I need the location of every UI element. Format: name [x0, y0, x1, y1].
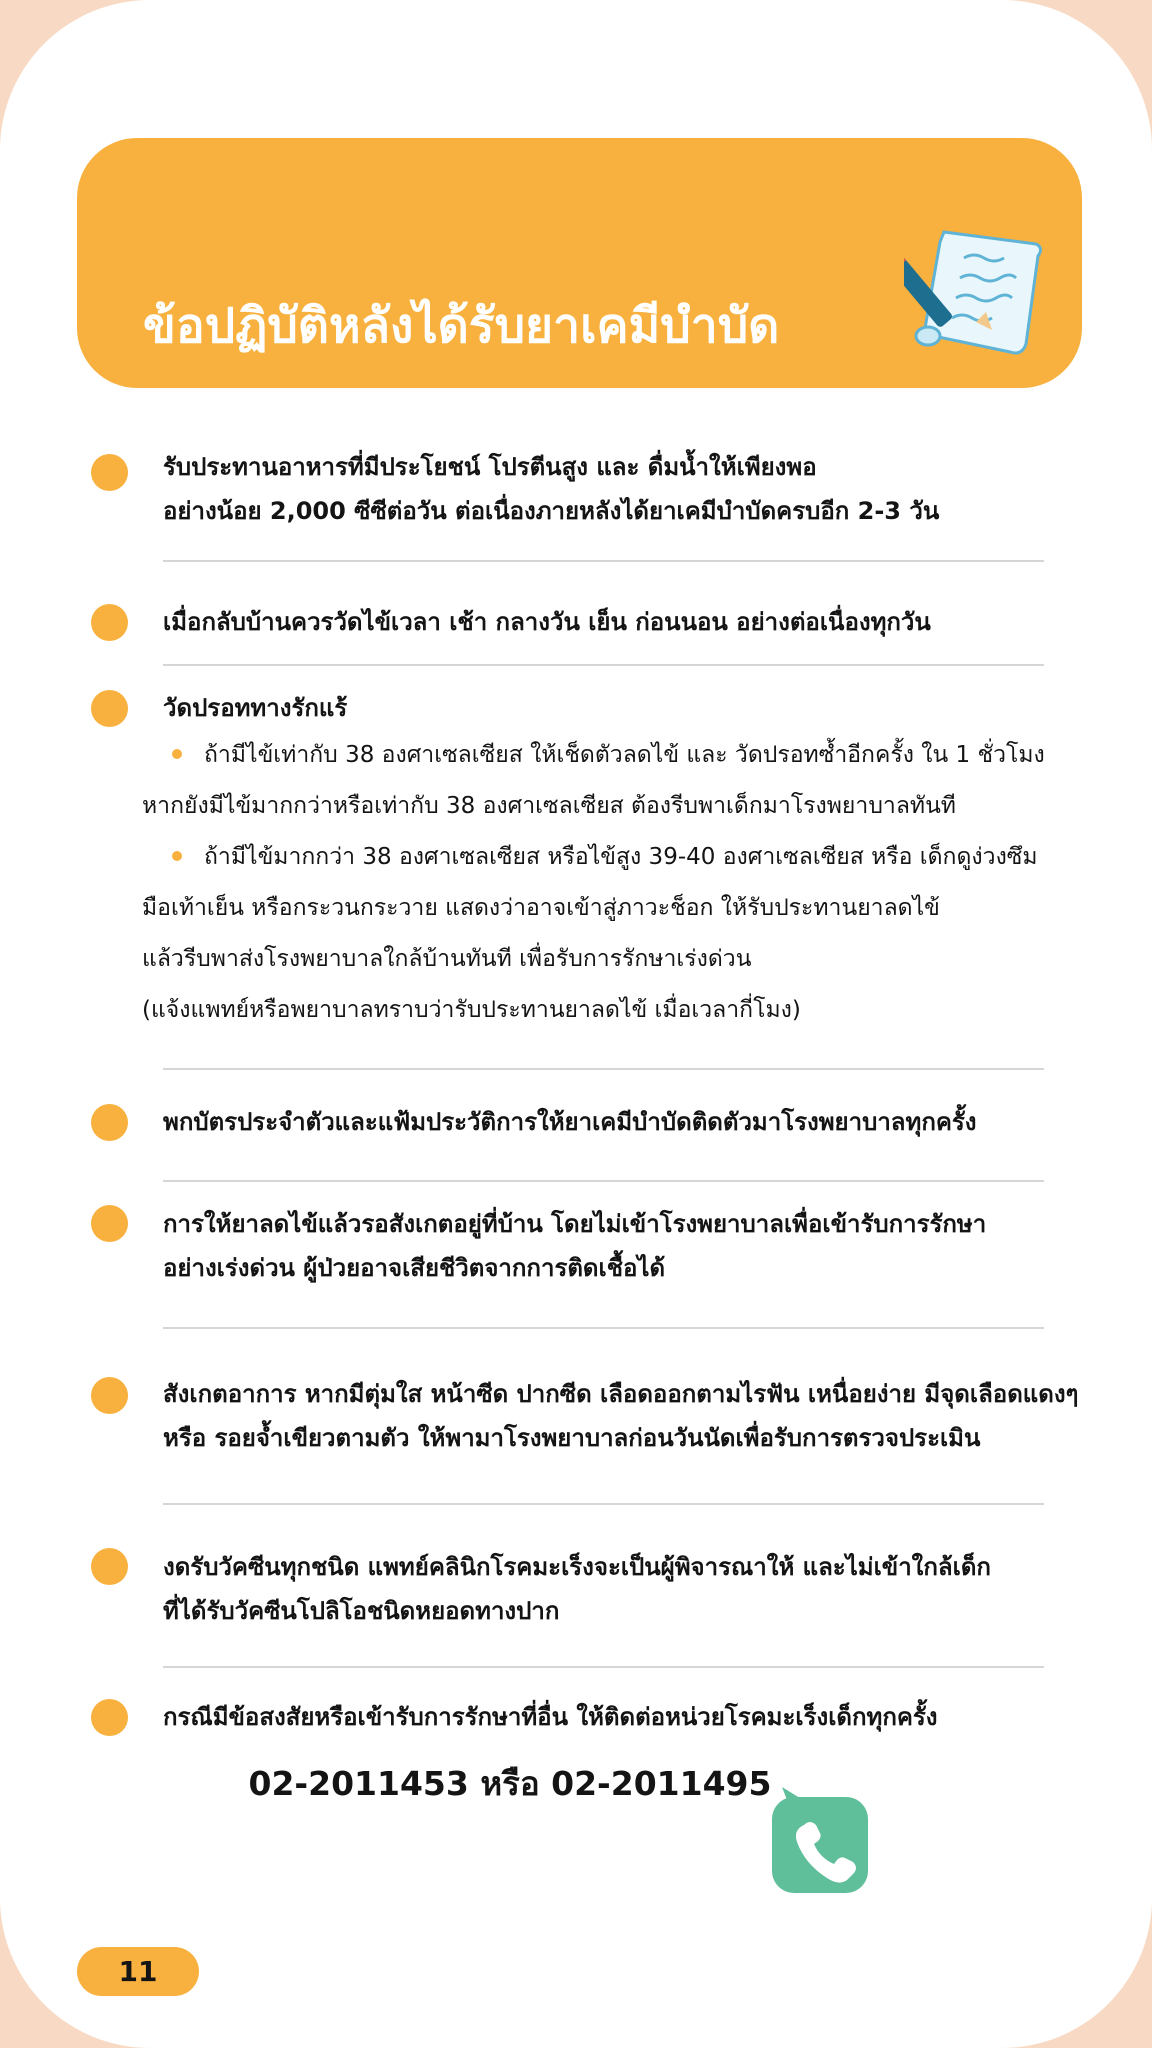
page-number: 11 [77, 1947, 199, 1996]
bullet-icon [91, 1548, 128, 1585]
bullet-icon [91, 604, 128, 641]
bullet-icon [91, 1377, 128, 1414]
sub-item-continuation: หากยังมีไข้มากกว่าหรือเท่ากับ 38 องศาเซลเซียส ต้องรีบพาเด็กมาโรงพยาบาลทันที [142, 793, 956, 819]
list-item-diet: รับประทานอาหารที่มีประโยชน์ โปรตีนสูง และ ดื่มน้ำให้เพียงพอ อย่างน้อย 2,000 ซีซีต่อวัน ต่อเนื่องภายหลังได้ยาเคมีบำบัดครบอีก 2-3 วัน [163, 453, 940, 525]
divider [163, 560, 1044, 562]
divider [163, 664, 1044, 666]
sub-item: ถ้ามีไข้มากกว่า 38 องศาเซลเซียส หรือไข้สูง 39-40 องศาเซลเซียส หรือ เด็กดูง่วงซึม [142, 832, 1072, 883]
divider [163, 1068, 1044, 1070]
fever-instructions [142, 730, 1072, 1036]
bullet-icon [91, 1699, 128, 1736]
list-item-carry-id-card: พกบัตรประจำตัวและแฟ้มประวัติการให้ยาเคมีบำบัดติดตัวมาโรงพยาบาลทุกครั้ง [163, 1108, 977, 1136]
sub-item: ถ้ามีไข้เท่ากับ 38 องศาเซลเซียส ให้เช็ดตัวลดไข้ และ วัดปรอทซ้ำอีกครั้ง ใน 1 ชั่วโมง [142, 730, 1072, 781]
sub-item-continuation: แล้วรีบพาส่งโรงพยาบาลใกล้บ้านทันที เพื่อรับการรักษาเร่งด่วน [142, 946, 752, 972]
sub-item-continuation: (แจ้งแพทย์หรือพยาบาลทราบว่ารับประทานยาลดไข้ เมื่อเวลากี่โมง) [142, 997, 801, 1023]
sub-bullet-icon [172, 749, 182, 759]
list-item-armpit-thermometer: วัดปรอททางรักแร้ [163, 694, 348, 722]
page-title: ข้อปฏิบัติหลังได้รับยาเคมีบำบัด [143, 298, 780, 354]
divider [163, 1327, 1044, 1329]
bullet-icon [91, 690, 128, 727]
list-item-temperature-schedule: เมื่อกลับบ้านควรวัดไข้เวลา เช้า กลางวัน เย็น ก่อนนอน อย่างต่อเนื่องทุกวัน [163, 608, 931, 636]
list-item-contact-unit: กรณีมีข้อสงสัยหรือเข้ารับการรักษาที่อื่น ให้ติดต่อหน่วยโรคมะเร็งเด็กทุกครั้ง [163, 1703, 938, 1731]
bullet-icon [91, 1104, 128, 1141]
list-item-observe-symptoms: สังเกตอาการ หากมีตุ่มใส หน้าซีด ปากซีด เลือดออกตามไรฟัน เหนื่อยง่าย มีจุดเลือดแดงๆ หรือ รอยจ้ำเขียวตามตัว ให้พามาโรงพยาบาลก่อนวันนัดเพื่อรับการตรวจประเมิน [163, 1380, 1079, 1452]
phone-numbers: 02-2011453 หรือ 02-2011495 [248, 1764, 772, 1803]
phone-icon [768, 1783, 873, 1898]
divider [163, 1180, 1044, 1182]
list-item-fever-warning: การให้ยาลดไข้แล้วรอสังเกตอยู่ที่บ้าน โดยไม่เข้าโรงพยาบาลเพื่อเข้ารับการรักษา อย่างเร่งด่วน ผู้ป่วยอาจเสียชีวิตจากการติดเชื้อได้ [163, 1210, 987, 1282]
bullet-icon [91, 454, 128, 491]
divider [163, 1503, 1044, 1505]
divider [163, 1666, 1044, 1668]
bullet-icon [91, 1205, 128, 1242]
sub-item-continuation: มือเท้าเย็น หรือกระวนกระวาย แสดงว่าอาจเข้าสู่ภาวะช็อก ให้รับประทานยาลดไข้ [142, 895, 940, 921]
header-banner [77, 138, 1082, 388]
scroll-pencil-icon [904, 214, 1054, 364]
sub-bullet-icon [172, 851, 182, 861]
list-item-vaccines: งดรับวัคซีนทุกชนิด แพทย์คลินิกโรคมะเร็งจะเป็นผู้พิจารณาให้ และไม่เข้าใกล้เด็ก ที่ได้รับวัคซีนโปลิโอชนิดหยอดทางปาก [163, 1553, 991, 1625]
